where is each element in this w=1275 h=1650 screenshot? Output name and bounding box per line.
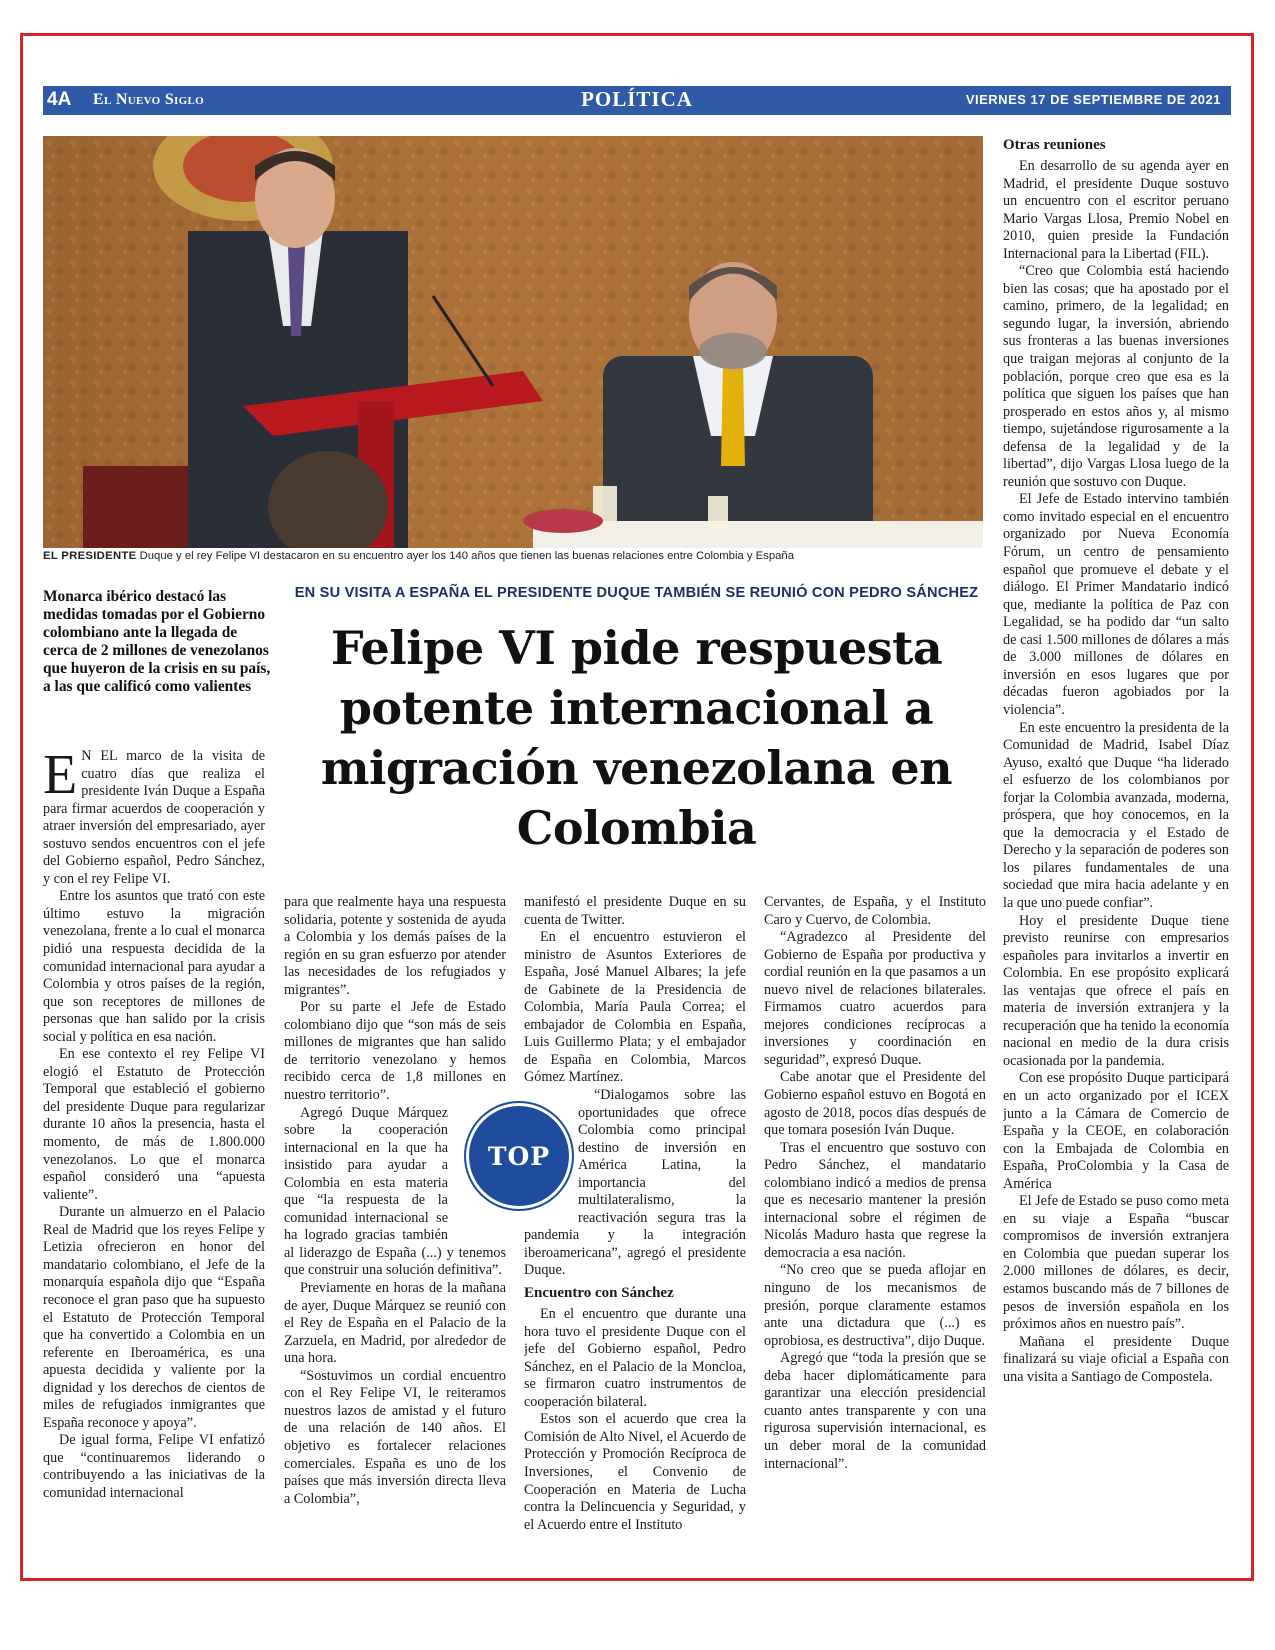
body-paragraph: En este encuentro la presidenta de la Comunidad de Madrid, Isabel Díaz Ayuso, exaltó que Duque “ha liderado el esfuerzo de los colombianos por forjar la Colombia avanzada, moderna, próspera, que hoy conocemos, en la que la democracia y el Estado de Derecho y la separación de poderes son los pilares fundamentales de una sociedad que mira hacia adelante y en la que uno puede confiar”. — [1003, 719, 1229, 911]
drop-cap: E — [43, 748, 78, 806]
article-headline: Felipe VI pide respuesta potente internacional a migración venezolana en Colombia — [320, 621, 953, 855]
body-paragraph: Mañana el presidente Duque finalizará su viaje oficial a España con una visita a Santiago de Compostela. — [1003, 1333, 1229, 1385]
body-column-5 — [1003, 136, 1229, 1548]
body-paragraph: manifestó el presidente Duque en su cuenta de Twitter. — [524, 894, 746, 928]
body-paragraph: El Jefe de Estado intervino también como invitado especial en el encuentro organizado por Nueva Economía Fórum, un centro de pensamiento español que promueve el debate y el diálogo. El Primer Mandatario indicó que, mediante la política de Paz con Legalidad, se ha podido dar “un salto de casi 1.500 millones de dólares a más de 3.000 millones de dólares en inversión en esos lugares que por décadas fueron agobiados por la violencia”. — [1003, 491, 1229, 718]
body-column-2 — [284, 894, 506, 1548]
body-paragraph: “Agradezco al Presidente del Gobierno de España por productiva y cordial reunión en la que pasamos a un nuevo nivel de relaciones bilaterales. Firmamos cuatro acuerdos para mejores condiciones recíprocas a inversiones y coordinación en seguridad”, expresó Duque. — [764, 929, 986, 1068]
subheading: Otras reuniones — [1003, 137, 1106, 153]
body-paragraph: para que realmente haya una respuesta solidaria, potente y sostenida de ayuda a Colombia y los demás países de la región en su gran esfuerzo por atender las necesidades de los refugiados y migrantes”. — [284, 894, 506, 998]
body-paragraph: “No creo que se pueda aflojar en ninguno de los mecanismos de presión, porque claramente estamos ante una dictadura que (...) es oprobiosa, es destructiva”, dijo Duque. — [764, 1262, 986, 1349]
caption-label: EL PRESIDENTE — [43, 550, 137, 562]
body-paragraph: Hoy el presidente Duque tiene previsto reunirse con empresarios españoles para invitarlos a invertir en Colombia. En ese propósito explicará las ventajas que ofrece el país en materia de inversión extranjera y la recuperación que ha tenido la economía nacional en medio de la dura crisis ocasionada por la pandemia. — [1003, 912, 1229, 1069]
top-badge: TOP — [466, 1103, 572, 1209]
body-paragraph: Previamente en horas de la mañana de ayer, Duque Márquez se reunió con el Rey de España en el Palacio de la Zarzuela, en Madrid, por alrededor de una hora. — [284, 1280, 506, 1367]
body-paragraph: Tras el encuentro que sostuvo con Pedro Sánchez, el mandatario colombiano indicó a medios de prensa que es necesario mantener la presión internacional sobre el régimen de Nicolás Maduro hasta que regrese la democracia a esa nación. — [764, 1139, 986, 1261]
body-paragraph: En el encuentro estuvieron el ministro de Asuntos Exteriores de España, José Manuel Albares; la jefe de Gabinete de la Presidencia de Colombia, María Paula Correa; el embajador de Colombia en España, Luis Guillermo Plata; y el embajador de España en Colombia, Marcos Gómez Martínez. — [524, 929, 746, 1086]
body-column-3 — [524, 894, 746, 1548]
article-photo — [43, 136, 983, 548]
body-paragraph: En desarrollo de su agenda ayer en Madrid, el presidente Duque sostuvo un encuentro con el escritor peruano Mario Vargas Llosa, Premio Nobel en 2010, quien preside la Fundación Internacional para la Libertad (FIL). — [1003, 158, 1229, 262]
body-paragraph: El Jefe de Estado se puso como meta en su viaje a España “buscar compromisos de inversión extranjera en Colombia que puedan superar los 2.000 millones de dólares, es decir, estamos buscando más de 7 billones de pesos de inversión española en los próximos años en nuestro país”. — [1003, 1193, 1229, 1333]
body-paragraph: E N EL marco de la visita de cuatro días que realiza el presidente Iván Duque a España para firmar acuerdos de cooperación y atraer inversión del empresariado, ayer sostuvo sendos encuentros con el jefe del Gobierno español, Pedro Sánchez, y con el rey Felipe VI. — [43, 748, 265, 887]
photo-caption — [43, 550, 983, 562]
body-column-4 — [764, 894, 986, 1548]
page-header — [43, 86, 1231, 115]
article-lead: Monarca ibérico destacó las medidas tomadas por el Gobierno colombiano ante la llegada de cerca de 2 millones de venezolanos que huyeron de la crisis en su país, a las que calificó como valientes — [43, 588, 271, 695]
body-paragraph: “Creo que Colombia está haciendo bien las cosas; que ha apostado por el camino, primero, de la legalidad; en segundo lugar, la inversión, abriendo sus fronteras a las buenas inversiones que traigan mejoras al conjunto de la población, porque creo que esa es la política que siguen los países que han prosperado en estos años y, al mismo tiempo, sujetándose rigurosamente a la defensa de la legalidad y de la libertad”, dijo Vargas Llosa luego de la reunión que sostuvo con Duque. — [1003, 263, 1229, 490]
body-paragraph: Entre los asuntos que trató con este último estuvo la migración venezolana, frente a lo cual el monarca pidió una respuesta decidida de la comunidad internacional para ayudar a Colombia y otros países de la región, que son receptores de millones de personas que han salido por la crisis social y política en esa nación. — [43, 888, 265, 1045]
body-paragraph: En ese contexto el rey Felipe VI elogió el Estatuto de Protección Temporal que estableció el gobierno del presidente Duque para regularizar durante 10 años la presencia, hasta el momento, de más de 1.800.000 venezolanos. Lo que el monarca español consideró una “apuesta valiente”. — [43, 1046, 265, 1203]
body-paragraph: Con ese propósito Duque participará en un acto organizado por el ICEX junto a la Cámara de Comercio de España y la CEOE, en colaboración con la Embajada de Colombia en España, ProColombia y la Casa de América — [1003, 1070, 1229, 1192]
section-title: POLÍTICA — [581, 87, 693, 111]
page-number: 4A — [47, 89, 72, 110]
body-paragraph: “Dialogamos sobre las oportunidades que ofrece Colombia como principal destino de inversión en América Latina, la importancia del multilateralismo, la reactivación segura tras la pandemia y la integración iberoamericana”, agregó el presidente Duque. — [524, 1087, 746, 1279]
body-column-1 — [43, 748, 265, 1548]
body-paragraph: Estos son el acuerdo que crea la Comisión de Alto Nivel, el Acuerdo de Protección y Promoción Recíproca de Inversiones, el Convenio de Cooperación en Materia de Lucha contra la Delincuencia y Seguridad, y el Acuerdo entre el Instituto — [524, 1411, 746, 1533]
body-paragraph: De igual forma, Felipe VI enfatizó que “continuaremos liderando o contribuyendo a las iniciativas de la comunidad internacional — [43, 1432, 265, 1501]
caption-text: Duque y el rey Felipe VI destacaron en su encuentro ayer los 140 años que tienen las buenas relaciones entre Colombia y España — [136, 550, 794, 562]
body-paragraph: Por su parte el Jefe de Estado colombiano dijo que “son más de seis millones de migrantes que han salido de territorio venezolano y hemos recibido cerca de 1,8 millones en nuestro territorio”. — [284, 999, 506, 1104]
newspaper-name: El Nuevo Siglo — [93, 91, 204, 108]
body-paragraph: Cabe anotar que el Presidente del Gobierno español estuvo en Bogotá en agosto de 2018, pocos días después de que tomara posesión Iván Duque. — [764, 1069, 986, 1139]
body-paragraph: Cervantes, de España, y el Instituto Caro y Cuervo, de Colombia. — [764, 894, 986, 928]
body-paragraph: Agregó que “toda la presión que se deba hacer diplomáticamente para garantizar una elección presidencial cuanto antes transparente y con una rigurosa supervisión internacional, es un deber moral de la comunidad internacional”. — [764, 1350, 986, 1472]
body-paragraph: Agregó Duque Márquez sobre la cooperación internacional en la que ha insistido para ayudar a Colombia en esta materia que “la respuesta de la comunidad internacional se ha logrado gracias también al liderazgo de España (...) y tenemos que construir una solución definitiva”. — [284, 1104, 506, 1279]
issue-date: VIERNES 17 DE SEPTIEMBRE DE 2021 — [965, 92, 1221, 107]
body-paragraph: Durante un almuerzo en el Palacio Real de Madrid que los reyes Felipe y Letizia ofrecieron en honor del mandatario colombiano, el Jefe de la monarquía española dijo que “España reconoce el gran paso que ha supuesto el Estatuto de Protección Temporal que ha convertido a Colombia en un referente en Iberoamérica, es una apuesta decidida y valiente por la dignidad y los derechos de cientos de miles de refugiados inmigrantes que España reconoce y apoya”. — [43, 1204, 265, 1431]
subheading: Encuentro con Sánchez — [524, 1285, 674, 1302]
body-paragraph: “Sostuvimos un cordial encuentro con el Rey Felipe VI, le reiteramos nuestros lazos de amistad y el futuro de una relación de 140 años. El objetivo es fortalecer relaciones comerciales. España es uno de los países que más inversión directa lleva a Colombia”, — [284, 1367, 506, 1507]
article-kicker: EN SU VISITA A ESPAÑA EL PRESIDENTE DUQUE TAMBIÉN SE REUNIÓ CON PEDRO SÁNCHEZ — [294, 585, 979, 601]
body-paragraph: En el encuentro que durante una hora tuvo el presidente Duque con el jefe del Gobierno español, Pedro Sánchez, en el Palacio de la Moncloa, se firmaron cuatro instrumentos de cooperación bilateral. — [524, 1306, 746, 1410]
